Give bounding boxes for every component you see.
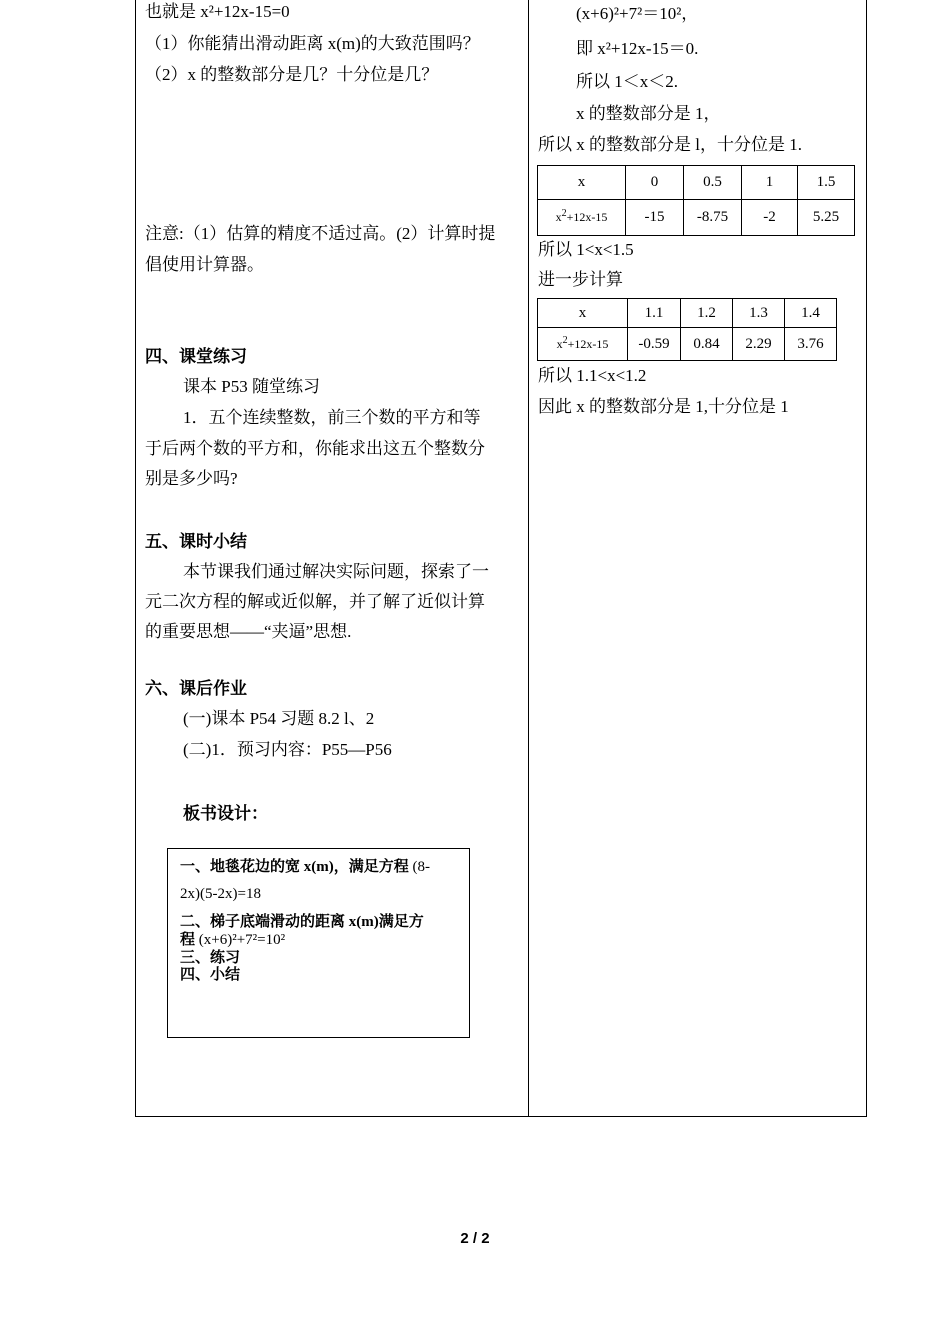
section-4-reference: 课本 P53 随堂练习 <box>183 377 320 396</box>
table-2-header-cell: 1.2 <box>681 299 733 328</box>
section-4-question-line-2: 于后两个数的平方和，你能求出这五个整数分 <box>145 439 485 458</box>
table-2-header-cell: 1.3 <box>733 299 785 328</box>
table-1-value-cell: -8.75 <box>684 200 742 236</box>
table-2-value-cell: 0.84 <box>681 328 733 361</box>
section-6-item-1: (一)课本 P54 习题 8.2 l、2 <box>183 709 375 728</box>
table-2-value-cell: 3.76 <box>785 328 837 361</box>
table-2-header-cell: 1.1 <box>628 299 681 328</box>
board-line-3: 二、梯子底端滑动的距离 x(m)满足方 <box>180 914 424 930</box>
further-calculation: 进一步计算 <box>538 270 623 289</box>
table-1-header-cell: 1 <box>742 166 798 200</box>
right-equation-5: 所以 x 的整数部分是 l，十分位是 1. <box>538 135 802 154</box>
board-line-1-bold: 一、地毯花边的宽 x(m)，满足方程 <box>180 859 409 875</box>
section-6-item-2: (二)1．预习内容：P55—P56 <box>183 740 392 759</box>
table-2-value-cell: 2.29 <box>733 328 785 361</box>
table-1-header-cell: 1.5 <box>798 166 855 200</box>
table-1-header-row <box>538 166 855 200</box>
estimation-table-2 <box>537 298 837 361</box>
question-1: （1）你能猜出滑动距离 x(m)的大致范围吗？ <box>145 34 480 53</box>
conclusion: 因此 x 的整数部分是 1,十分位是 1 <box>538 397 789 416</box>
table-1-header-cell: x <box>538 166 626 200</box>
board-line-4 <box>180 931 285 949</box>
right-equation-2: 即 x²+12x-15＝0. <box>576 39 699 58</box>
table-1-header-cell: 0 <box>626 166 684 200</box>
section-5-line-3: 的重要思想——“夹逼”思想. <box>145 622 352 641</box>
table-1-value-cell: 5.25 <box>798 200 855 236</box>
table-1-row-label: $x^2+12x-15$ <box>538 200 626 236</box>
section-6-title: 六、课后作业 <box>145 679 247 698</box>
board-line-5: 三、练习 <box>180 950 241 966</box>
question-2: （2）x 的整数部分是几？十分位是几？ <box>145 65 439 84</box>
note-line-1: 注意:（1）估算的精度不适过高。(2）计算时提 <box>145 224 496 243</box>
board-line-4-equation: (x+6)²+7²=10² <box>195 932 286 948</box>
after-table-1: 所以 1<x<1.5 <box>538 240 634 259</box>
note-line-2: 倡使用计算器。 <box>145 255 264 274</box>
table-2-row-label: $x^2+12x-15$ <box>538 328 628 361</box>
right-equation-3: 所以 1＜x＜2. <box>576 72 678 91</box>
table-1-value-row <box>538 200 855 236</box>
right-equation-4: x 的整数部分是 1， <box>576 104 721 123</box>
board-line-6: 四、小结 <box>180 967 241 983</box>
table-2-header-cell: 1.4 <box>785 299 837 328</box>
table-1-value-cell: -15 <box>626 200 684 236</box>
column-divider <box>528 0 529 1117</box>
board-line-4-bold: 程 <box>180 932 196 948</box>
estimation-table-1 <box>537 165 855 236</box>
section-5-title: 五、课时小结 <box>145 532 247 551</box>
table-2-header-row <box>538 299 837 328</box>
section-5-line-1: 本节课我们通过解决实际问题，探索了一 <box>183 562 489 581</box>
table-2-value-cell: -0.59 <box>628 328 681 361</box>
board-line-1 <box>180 858 430 876</box>
table-1-header-cell: 0.5 <box>684 166 742 200</box>
board-line-2: 2x)(5-2x)=18 <box>180 886 261 902</box>
page-number: 2 / 2 <box>460 1230 490 1247</box>
after-table-2: 所以 1.1<x<1.2 <box>538 366 647 385</box>
table-2-header-cell: x <box>538 299 628 328</box>
table-1-value-cell: -2 <box>742 200 798 236</box>
section-5-line-2: 元二次方程的解或近似解，并了解了近似计算 <box>145 592 485 611</box>
right-equation-1: (x+6)²+7²＝10²， <box>576 4 699 23</box>
section-4-title: 四、课堂练习 <box>145 347 247 366</box>
section-4-question-line-1: 1．五个连续整数，前三个数的平方和等 <box>183 408 481 427</box>
board-design-title: 板书设计： <box>183 804 268 823</box>
section-4-question-line-3: 别是多少吗? <box>145 469 238 488</box>
table-2-value-row <box>538 328 837 361</box>
board-line-1-tail: (8- <box>408 859 430 875</box>
intro-equation: 也就是 x²+12x-15=0 <box>145 2 290 21</box>
